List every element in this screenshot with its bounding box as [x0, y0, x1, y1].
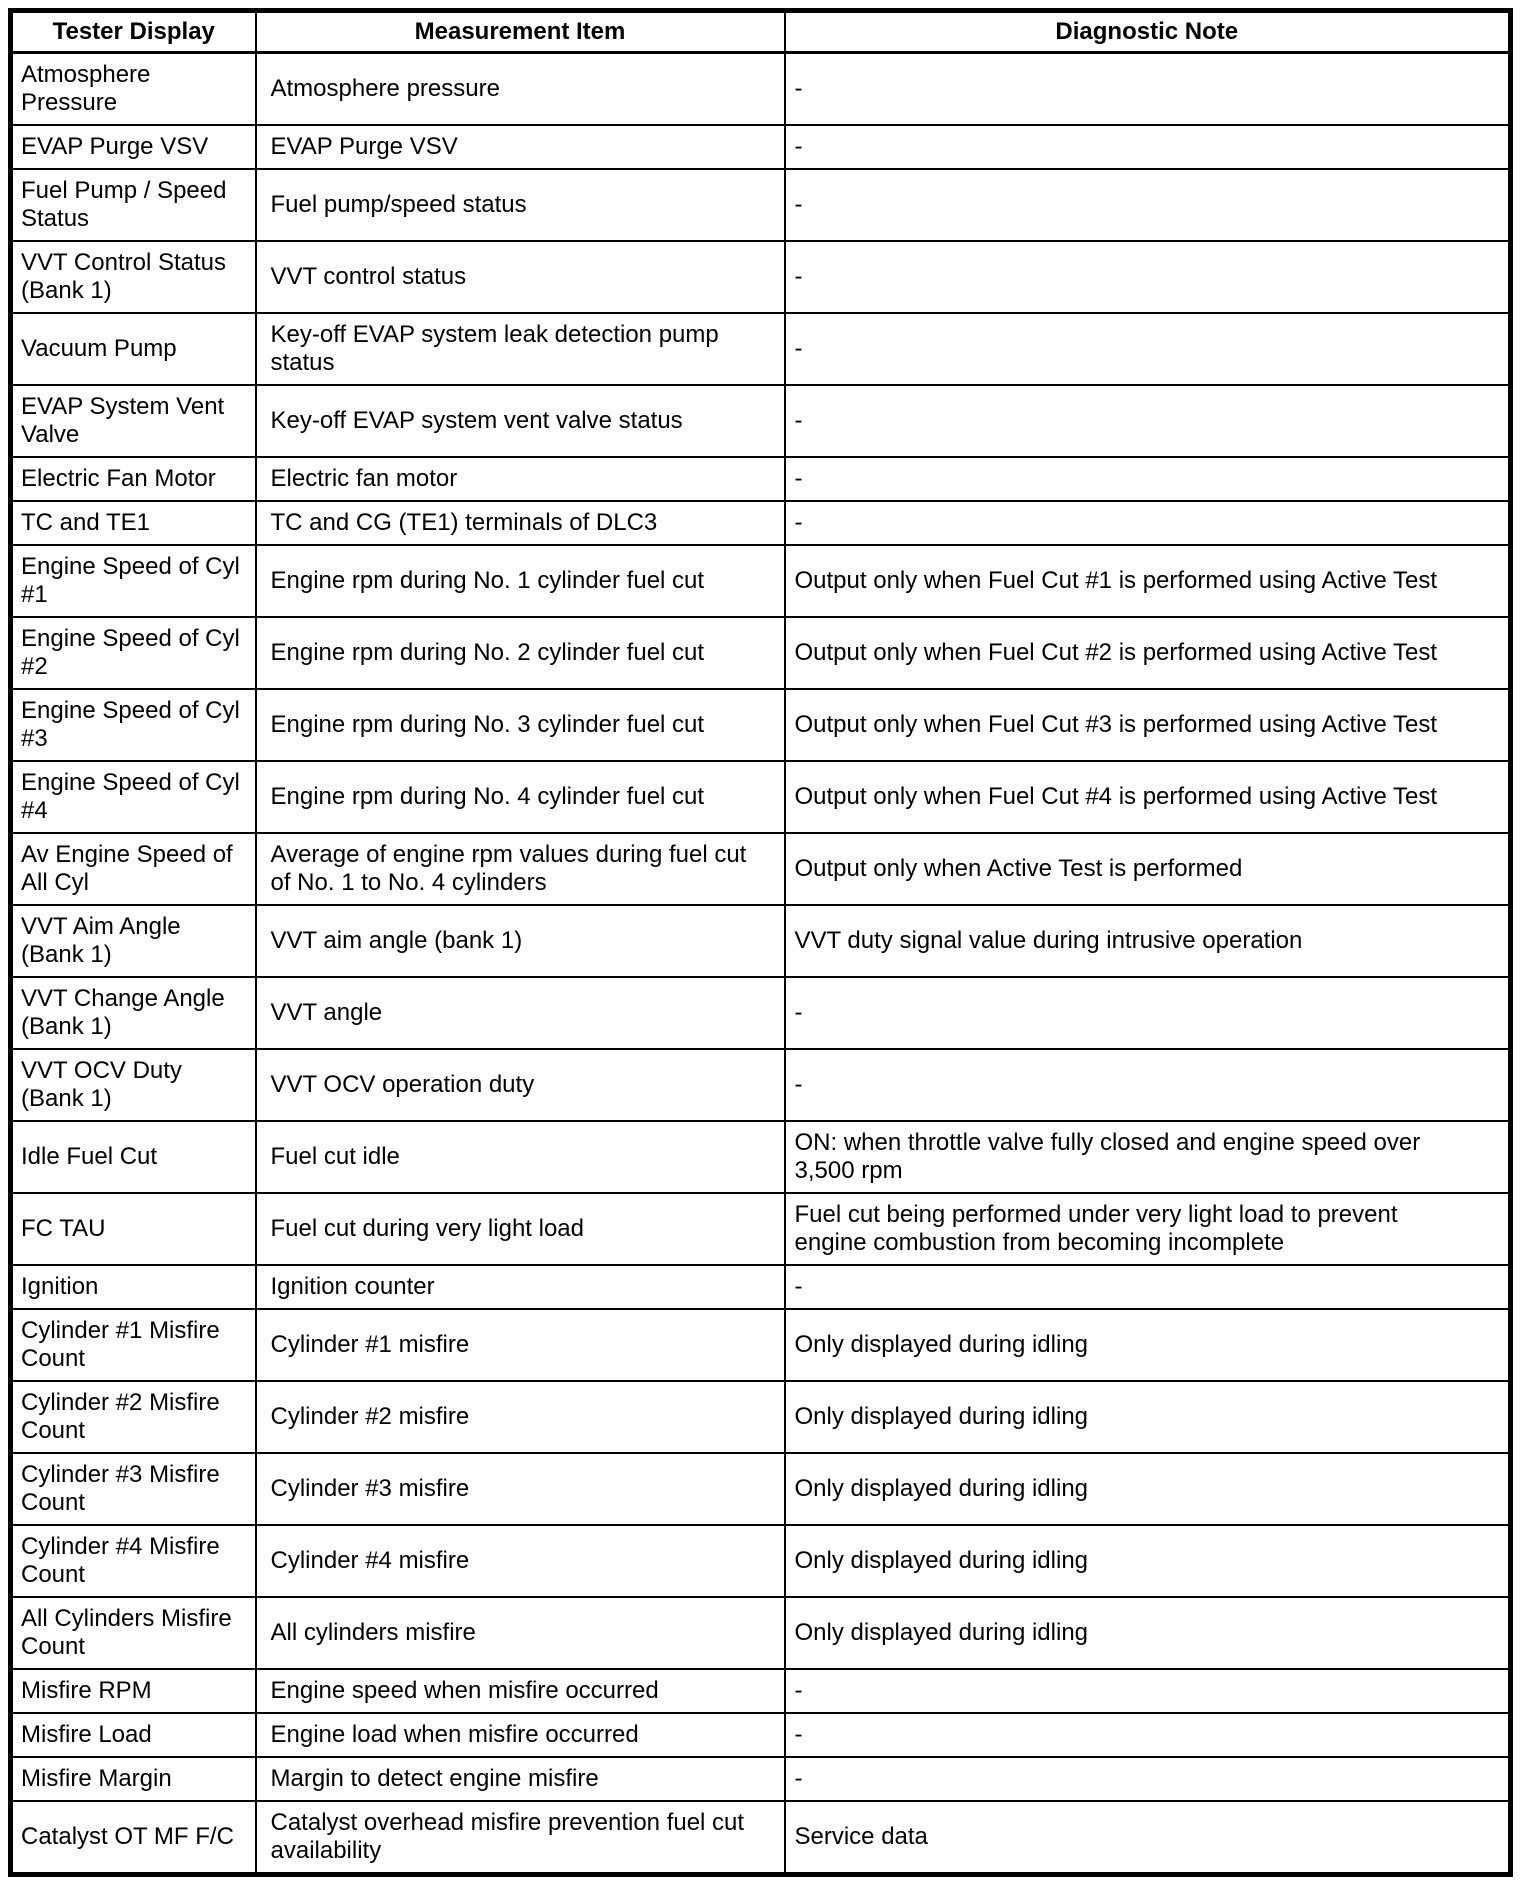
table-row [11, 385, 1511, 457]
table-row [11, 545, 1511, 617]
diagnostic-note-cell: Output only when Fuel Cut #3 is performed using Active Test [785, 689, 1511, 761]
measurement-item-cell: Fuel cut idle [256, 1121, 785, 1193]
table-row [11, 617, 1511, 689]
diagnostic-note-cell: - [785, 977, 1511, 1049]
diagnostic-note-cell: Only displayed during idling [785, 1525, 1511, 1597]
tester-display-cell: Cylinder #1 Misfire Count [11, 1309, 256, 1381]
table-row [11, 457, 1511, 501]
measurement-item-cell: Engine rpm during No. 1 cylinder fuel cut [256, 545, 785, 617]
diagnostic-note-cell: Output only when Active Test is performed [785, 833, 1511, 905]
tester-display-cell: Av Engine Speed of All Cyl [11, 833, 256, 905]
tester-display-cell: EVAP Purge VSV [11, 125, 256, 169]
diagnostic-note-cell: - [785, 1049, 1511, 1121]
tester-display-cell: All Cylinders Misfire Count [11, 1597, 256, 1669]
diagnostic-note-cell: - [785, 313, 1511, 385]
table-row [11, 977, 1511, 1049]
measurement-item-cell: VVT OCV operation duty [256, 1049, 785, 1121]
diagnostic-note-cell: Output only when Fuel Cut #2 is performed using Active Test [785, 617, 1511, 689]
table-row [11, 1265, 1511, 1309]
table-row [11, 689, 1511, 761]
table-body [11, 53, 1511, 1875]
measurement-item-cell: Electric fan motor [256, 457, 785, 501]
tester-display-cell: TC and TE1 [11, 501, 256, 545]
measurement-item-cell: Engine rpm during No. 2 cylinder fuel cut [256, 617, 785, 689]
diagnostic-note-cell: Only displayed during idling [785, 1381, 1511, 1453]
measurement-item-cell: Cylinder #4 misfire [256, 1525, 785, 1597]
measurement-item-cell: All cylinders misfire [256, 1597, 785, 1669]
table-row [11, 1121, 1511, 1193]
measurement-item-cell: EVAP Purge VSV [256, 125, 785, 169]
table-row [11, 1381, 1511, 1453]
tester-display-cell: VVT OCV Duty (Bank 1) [11, 1049, 256, 1121]
tester-display-cell: Electric Fan Motor [11, 457, 256, 501]
tester-display-cell: Engine Speed of Cyl #4 [11, 761, 256, 833]
tester-display-cell: Atmosphere Pressure [11, 53, 256, 126]
tester-display-cell: VVT Change Angle (Bank 1) [11, 977, 256, 1049]
data-list-table [8, 8, 1513, 1877]
measurement-item-cell: TC and CG (TE1) terminals of DLC3 [256, 501, 785, 545]
tester-display-cell: Misfire RPM [11, 1669, 256, 1713]
table-row [11, 1309, 1511, 1381]
diagnostic-note-cell: Only displayed during idling [785, 1453, 1511, 1525]
measurement-item-cell: Average of engine rpm values during fuel cut of No. 1 to No. 4 cylinders [256, 833, 785, 905]
tester-display-cell: VVT Aim Angle (Bank 1) [11, 905, 256, 977]
table-row [11, 1713, 1511, 1757]
table-row [11, 169, 1511, 241]
column-header-measurement-item: Measurement Item [256, 11, 785, 53]
diagnostic-note-cell: - [785, 169, 1511, 241]
tester-display-cell: Fuel Pump / Speed Status [11, 169, 256, 241]
measurement-item-cell: VVT aim angle (bank 1) [256, 905, 785, 977]
tester-display-cell: Ignition [11, 1265, 256, 1309]
header-row [11, 11, 1511, 53]
table-row [11, 1597, 1511, 1669]
measurement-item-cell: Ignition counter [256, 1265, 785, 1309]
measurement-item-cell: VVT control status [256, 241, 785, 313]
measurement-item-cell: Fuel pump/speed status [256, 169, 785, 241]
table-row [11, 761, 1511, 833]
diagnostic-note-cell: - [785, 53, 1511, 126]
tester-display-cell: Idle Fuel Cut [11, 1121, 256, 1193]
diagnostic-note-cell: Only displayed during idling [785, 1597, 1511, 1669]
table-row [11, 501, 1511, 545]
measurement-item-cell: Cylinder #2 misfire [256, 1381, 785, 1453]
table-row [11, 1193, 1511, 1265]
diagnostic-note-cell: Only displayed during idling [785, 1309, 1511, 1381]
table-row [11, 1453, 1511, 1525]
tester-display-cell: VVT Control Status (Bank 1) [11, 241, 256, 313]
measurement-item-cell: Cylinder #3 misfire [256, 1453, 785, 1525]
measurement-item-cell: Engine rpm during No. 4 cylinder fuel cut [256, 761, 785, 833]
tester-display-cell: EVAP System Vent Valve [11, 385, 256, 457]
measurement-item-cell: Margin to detect engine misfire [256, 1757, 785, 1801]
table-row [11, 241, 1511, 313]
diagnostic-note-cell: - [785, 1265, 1511, 1309]
tester-display-cell: FC TAU [11, 1193, 256, 1265]
tester-display-cell: Cylinder #4 Misfire Count [11, 1525, 256, 1597]
diagnostic-note-cell: - [785, 241, 1511, 313]
tester-display-cell: Misfire Margin [11, 1757, 256, 1801]
table-row [11, 833, 1511, 905]
diagnostic-note-cell: - [785, 457, 1511, 501]
measurement-item-cell: Key-off EVAP system leak detection pump status [256, 313, 785, 385]
column-header-tester-display: Tester Display [11, 11, 256, 53]
diagnostic-note-cell: - [785, 385, 1511, 457]
measurement-item-cell: Cylinder #1 misfire [256, 1309, 785, 1381]
measurement-item-cell: Fuel cut during very light load [256, 1193, 785, 1265]
diagnostic-note-cell: - [785, 1713, 1511, 1757]
table-row [11, 1757, 1511, 1801]
diagnostic-note-cell: Fuel cut being performed under very light load to prevent engine combustion from becoming incomplete [785, 1193, 1511, 1265]
diagnostic-note-cell: - [785, 501, 1511, 545]
table-row [11, 1801, 1511, 1875]
table-row [11, 313, 1511, 385]
table-row [11, 905, 1511, 977]
diagnostic-note-cell: - [785, 1757, 1511, 1801]
diagnostic-note-cell: Output only when Fuel Cut #4 is performed using Active Test [785, 761, 1511, 833]
table-row [11, 1669, 1511, 1713]
measurement-item-cell: Catalyst overhead misfire prevention fuel cut availability [256, 1801, 785, 1875]
tester-display-cell: Vacuum Pump [11, 313, 256, 385]
diagnostic-note-cell: Output only when Fuel Cut #1 is performed using Active Test [785, 545, 1511, 617]
table-row [11, 53, 1511, 126]
diagnostic-note-cell: VVT duty signal value during intrusive operation [785, 905, 1511, 977]
measurement-item-cell: Key-off EVAP system vent valve status [256, 385, 785, 457]
diagnostic-note-cell: - [785, 1669, 1511, 1713]
tester-display-cell: Engine Speed of Cyl #3 [11, 689, 256, 761]
tester-display-cell: Cylinder #3 Misfire Count [11, 1453, 256, 1525]
tester-display-cell: Catalyst OT MF F/C [11, 1801, 256, 1875]
tester-display-cell: Cylinder #2 Misfire Count [11, 1381, 256, 1453]
table-row [11, 1049, 1511, 1121]
diagnostic-note-cell: Service data [785, 1801, 1511, 1875]
column-header-diagnostic-note: Diagnostic Note [785, 11, 1511, 53]
measurement-item-cell: Engine speed when misfire occurred [256, 1669, 785, 1713]
tester-display-cell: Engine Speed of Cyl #1 [11, 545, 256, 617]
measurement-item-cell: Engine rpm during No. 3 cylinder fuel cut [256, 689, 785, 761]
tester-display-cell: Engine Speed of Cyl #2 [11, 617, 256, 689]
diagnostic-note-cell: - [785, 125, 1511, 169]
tester-display-cell: Misfire Load [11, 1713, 256, 1757]
measurement-item-cell: Engine load when misfire occurred [256, 1713, 785, 1757]
table-row [11, 1525, 1511, 1597]
diagnostic-note-cell: ON: when throttle valve fully closed and engine speed over 3,500 rpm [785, 1121, 1511, 1193]
table-row [11, 125, 1511, 169]
measurement-item-cell: VVT angle [256, 977, 785, 1049]
measurement-item-cell: Atmosphere pressure [256, 53, 785, 126]
